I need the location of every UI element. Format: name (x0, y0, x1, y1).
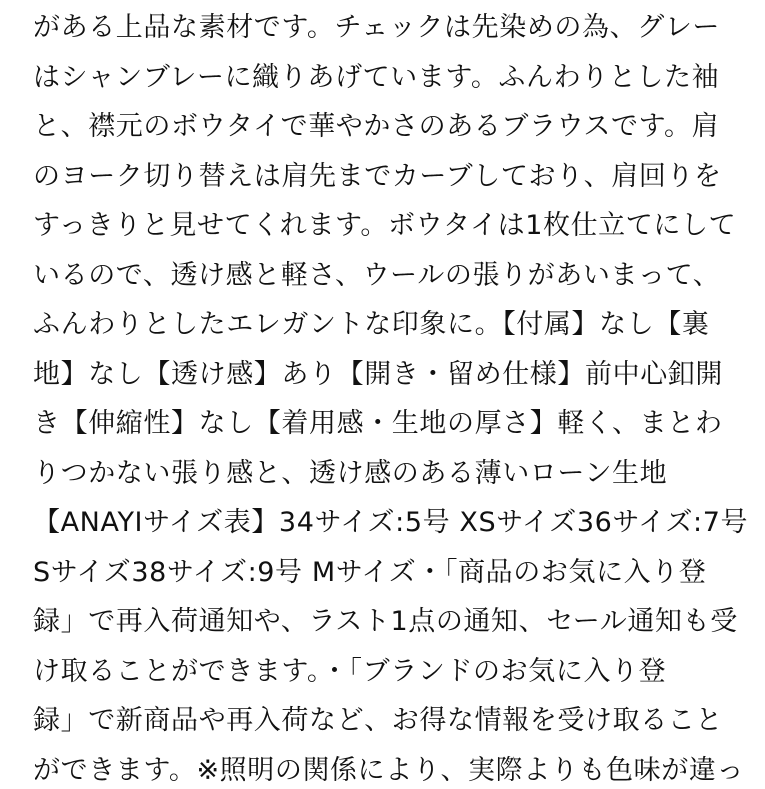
description-line-14: け取ることができます。・「ブランドのお気に入り登 (33, 656, 667, 687)
description-line-10: りつかない張り感と、透け感のある薄いローン生地 (33, 458, 668, 489)
description-line-6: いるので、透け感と軽さ、ウールの張りがあいまって、 (33, 260, 721, 291)
description-line-7: ふんわりとしたエレガントな印象に。【付属】なし【裏 (33, 309, 710, 340)
description-line-13: 録」で再入荷通知や、ラスト1点の通知、セール通知も受 (33, 606, 738, 637)
description-line-11: 【ANAYIサイズ表】34サイズ:5号 XSサイズ36サイズ:7号 (33, 507, 749, 538)
description-line-8: 地】なし【透け感】あり【開き・留め仕様】前中心釦開 (33, 359, 723, 390)
description-line-2: はシャンブレーに織りあげています。ふんわりとした袖 (33, 62, 720, 93)
description-line-9: き【伸縮性】なし【着用感・生地の厚さ】軽く、まとわ (33, 408, 723, 439)
description-line-5: すっきりと見せてくれます。ボウタイは1枚仕立てにして (33, 210, 737, 241)
description-line-1: がある上品な素材です。チェックは先染めの為、グレー (33, 12, 721, 43)
description-line-3: と、襟元のボウタイで華やかさのあるブラウスです。肩 (33, 111, 720, 142)
description-line-16: ができます。※照明の関係により、実際よりも色味が違っ (33, 755, 745, 786)
description-line-12: Sサイズ38サイズ:9号 Mサイズ・「商品のお気に入り登 (33, 557, 707, 588)
description-line-15: 録」で新商品や再入荷など、お得な情報を受け取ること (33, 705, 723, 736)
description-line-4: のヨーク切り替えは肩先までカーブしており、肩回りを (33, 161, 722, 192)
